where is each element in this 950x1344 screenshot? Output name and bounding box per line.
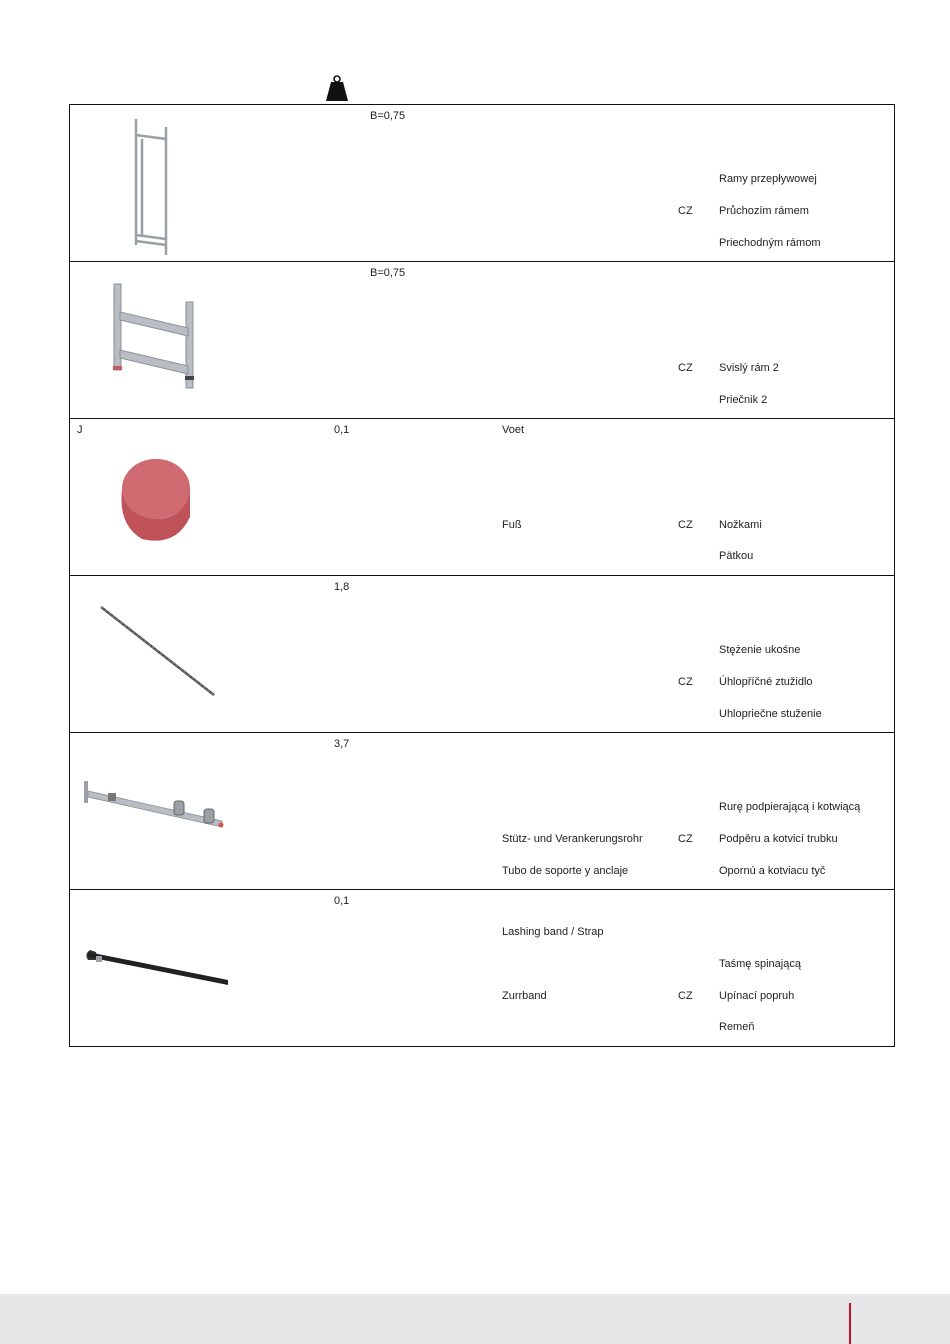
weight-value: 3,7 — [334, 738, 350, 750]
part-row — [69, 732, 895, 890]
part-row — [69, 889, 895, 1047]
foot-pad-image — [114, 455, 194, 543]
translation-text: Rurę podpierającą i kotwiącą — [719, 801, 861, 813]
weight-icon — [326, 75, 348, 101]
part-row — [69, 418, 895, 576]
translation-text: Nožkami — [719, 519, 762, 531]
translation-text: Ramy przepływowej — [719, 173, 817, 185]
parts-table — [69, 104, 895, 1047]
through-frame-image — [130, 117, 175, 257]
translation-text: Svislý rám 2 — [719, 362, 779, 374]
weight-value: 0,1 — [334, 895, 350, 907]
part-name: Voet — [502, 424, 525, 436]
translation-text: Úhlopříčné ztužidlo — [719, 676, 813, 688]
part-name: Fuß — [502, 519, 522, 531]
translation-text: Taśmę spinającą — [719, 958, 801, 970]
language-code: CZ — [678, 362, 693, 374]
part-name: Zurrband — [502, 990, 547, 1002]
support-tube-image — [82, 777, 227, 835]
translation-text: Opornú a kotviacu tyč — [719, 865, 826, 877]
translation-text: Priečnik 2 — [719, 394, 768, 406]
translation-text: Pätkou — [719, 550, 754, 562]
weight-value: 1,8 — [334, 581, 350, 593]
translation-text: Uhlopriečne stuženie — [719, 708, 822, 720]
strap-image — [84, 946, 232, 988]
vertical-frame-image — [110, 282, 200, 392]
footer-bar — [0, 1294, 950, 1344]
language-code: CZ — [678, 990, 693, 1002]
diagonal-brace-image — [98, 604, 218, 699]
weight-value: 0,1 — [334, 424, 350, 436]
language-code: CZ — [678, 676, 693, 688]
translation-text: Remeň — [719, 1021, 755, 1033]
translation-text: Podpěru a kotvicí trubku — [719, 833, 838, 845]
language-code: CZ — [678, 519, 693, 531]
dimension-text: B=0,75 — [370, 110, 406, 122]
dimension-text: B=0,75 — [370, 267, 406, 279]
translation-text: Upínací popruh — [719, 990, 795, 1002]
language-code: CZ — [678, 833, 693, 845]
part-name: Tubo de soporte y anclaje — [502, 865, 629, 877]
part-row — [69, 575, 895, 733]
part-name: Stütz- und Verankerungsrohr — [502, 833, 643, 845]
translation-text: Stężenie ukośne — [719, 644, 801, 656]
footer-accent-line — [849, 1303, 851, 1344]
translation-text: Průchozím rámem — [719, 205, 809, 217]
language-code: CZ — [678, 205, 693, 217]
part-code: J — [77, 424, 83, 436]
translation-text: Priechodným rámom — [719, 237, 821, 249]
part-row — [69, 104, 895, 262]
part-row — [69, 261, 895, 419]
part-name: Lashing band / Strap — [502, 926, 604, 938]
